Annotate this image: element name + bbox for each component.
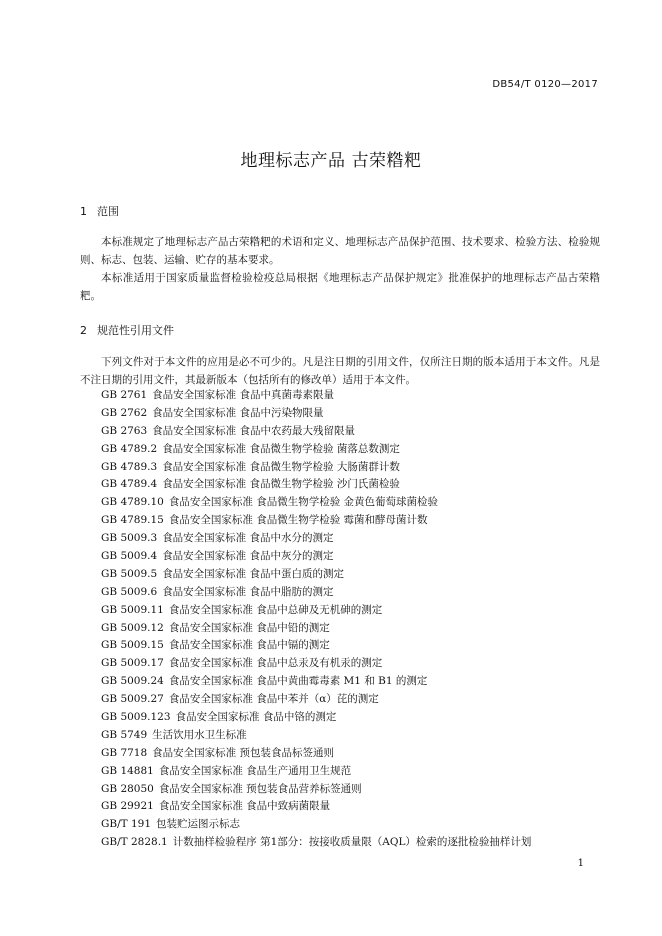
section-number: 1 [80, 205, 87, 218]
section-number: 2 [80, 324, 87, 337]
reference-item [101, 405, 531, 423]
reference-item [101, 512, 531, 530]
reference-code: GB 28050 [101, 782, 154, 795]
reference-code: GB 7718 [101, 746, 148, 759]
reference-title: 计数抽样检验程序 第1部分：按接收质量限（AQL）检索的逐批检验抽样计划 [172, 836, 532, 849]
reference-title: 食品安全国家标准 食品微生物学检验 菌落总数测定 [162, 442, 400, 455]
reference-code: GB 2761 [101, 389, 148, 401]
reference-title: 食品安全国家标准 食品中铅的测定 [168, 621, 330, 634]
reference-item [101, 620, 531, 638]
reference-item [101, 709, 531, 727]
reference-item [101, 459, 531, 477]
reference-item [101, 816, 531, 834]
reference-item [101, 441, 531, 459]
reference-list [101, 387, 531, 852]
reference-title: 食品安全国家标准 预包装食品营养标签通则 [158, 782, 362, 795]
reference-code: GB 29921 [101, 800, 154, 813]
reference-item [101, 691, 531, 709]
page-title: 地理标志产品 古荣糌粑 [240, 151, 422, 171]
reference-code: GB 5009.6 [101, 585, 158, 598]
reference-code: GB 5749 [101, 728, 148, 741]
reference-item [101, 602, 531, 620]
reference-item [101, 673, 531, 691]
reference-item [101, 763, 531, 781]
reference-title: 食品安全国家标准 食品中总汞及有机汞的测定 [168, 657, 383, 670]
reference-title: 食品安全国家标准 食品中总砷及无机砷的测定 [168, 603, 383, 616]
reference-title: 食品安全国家标准 食品微生物学检验 沙门氏菌检验 [162, 478, 400, 491]
reference-code: GB 5009.15 [101, 639, 164, 652]
reference-title: 食品安全国家标准 食品生产通用卫生规范 [158, 764, 352, 777]
reference-title: 食品安全国家标准 食品中黄曲霉毒素 M1 和 B1 的测定 [168, 675, 428, 688]
reference-item [101, 834, 531, 852]
reference-item [101, 566, 531, 584]
reference-title: 生活饮用水卫生标准 [152, 728, 247, 741]
reference-item [101, 798, 531, 816]
reference-item [101, 548, 531, 566]
reference-item [101, 530, 531, 548]
reference-item [101, 387, 531, 405]
section-title: 范围 [97, 205, 119, 218]
scope-paragraph: 本标准适用于国家质量监督检验检疫总局根据《地理标志产品保护规定》批准保护的地理标志产品古荣糌粑。 [80, 272, 600, 302]
reference-item [101, 476, 531, 494]
reference-title: 食品安全国家标准 预包装食品标签通则 [152, 746, 335, 759]
reference-title: 食品安全国家标准 食品微生物学检验 大肠菌群计数 [162, 460, 400, 473]
reference-code: GB 5009.5 [101, 567, 158, 580]
reference-code: GB 4789.4 [101, 478, 158, 491]
reference-title: 食品安全国家标准 食品中铬的测定 [175, 711, 337, 724]
section-heading-normative-references [80, 322, 174, 338]
reference-title: 食品安全国家标准 食品中真菌毒素限量 [152, 389, 335, 401]
reference-title: 食品安全国家标准 食品微生物学检验 金黄色葡萄球菌检验 [168, 496, 439, 509]
reference-title: 食品安全国家标准 食品中污染物限量 [152, 406, 324, 419]
reference-title: 食品安全国家标准 食品中脂肪的测定 [162, 585, 334, 598]
reference-code: GB 14881 [101, 764, 154, 777]
reference-code: GB/T 191 [101, 818, 152, 831]
reference-title: 食品安全国家标准 食品中水分的测定 [162, 532, 334, 545]
reference-item [101, 494, 531, 512]
reference-title: 食品安全国家标准 食品中致病菌限量 [158, 800, 331, 813]
reference-item [101, 781, 531, 799]
reference-code: GB 5009.123 [101, 711, 171, 724]
reference-title: 食品安全国家标准 食品中农药最大残留限量 [152, 424, 356, 437]
reference-item [101, 745, 531, 763]
reference-item [101, 584, 531, 602]
reference-code: GB/T 2828.1 [101, 836, 168, 849]
page-number: 1 [577, 858, 584, 869]
reference-code: GB 5009.11 [101, 603, 164, 616]
reference-code: GB 5009.12 [101, 621, 164, 634]
section-heading-scope [80, 203, 119, 219]
reference-title: 食品安全国家标准 食品中苯并（α）芘的测定 [168, 693, 379, 706]
references-intro-paragraph: 下列文件对于本文件的应用是必不可少的。凡是注日期的引用文件，仅所注日期的版本适用于本文件。凡是不注日期的引用文件，其最新版本（包括所有的修改单）适用于本文件。 [80, 356, 600, 386]
reference-code: GB 4789.2 [101, 442, 158, 455]
reference-code: GB 4789.3 [101, 460, 158, 473]
standard-code: DB54/T 0120—2017 [492, 79, 598, 90]
scope-paragraph: 本标准规定了地理标志产品古荣糌粑的术语和定义、地理标志产品保护范围、技术要求、检验方法、检验规则、标志、包装、运输、贮存的基本要求。 [80, 236, 600, 266]
section-title: 规范性引用文件 [97, 324, 174, 337]
reference-item [101, 637, 531, 655]
reference-item [101, 655, 531, 673]
reference-code: GB 2763 [101, 424, 148, 437]
reference-code: GB 4789.10 [101, 496, 164, 509]
reference-code: GB 5009.27 [101, 693, 164, 706]
reference-code: GB 5009.3 [101, 532, 158, 545]
reference-title: 包装贮运图示标志 [156, 818, 241, 831]
reference-title: 食品安全国家标准 食品中镉的测定 [168, 639, 330, 652]
reference-title: 食品安全国家标准 食品中蛋白质的测定 [162, 567, 345, 580]
reference-item [101, 423, 531, 441]
reference-code: GB 5009.24 [101, 675, 164, 688]
reference-title: 食品安全国家标准 食品微生物学检验 霉菌和酵母菌计数 [168, 514, 428, 527]
reference-title: 食品安全国家标准 食品中灰分的测定 [162, 550, 334, 563]
reference-code: GB 4789.15 [101, 514, 164, 527]
reference-item [101, 727, 531, 745]
reference-code: GB 5009.4 [101, 550, 158, 563]
reference-code: GB 2762 [101, 406, 148, 419]
reference-code: GB 5009.17 [101, 657, 164, 670]
